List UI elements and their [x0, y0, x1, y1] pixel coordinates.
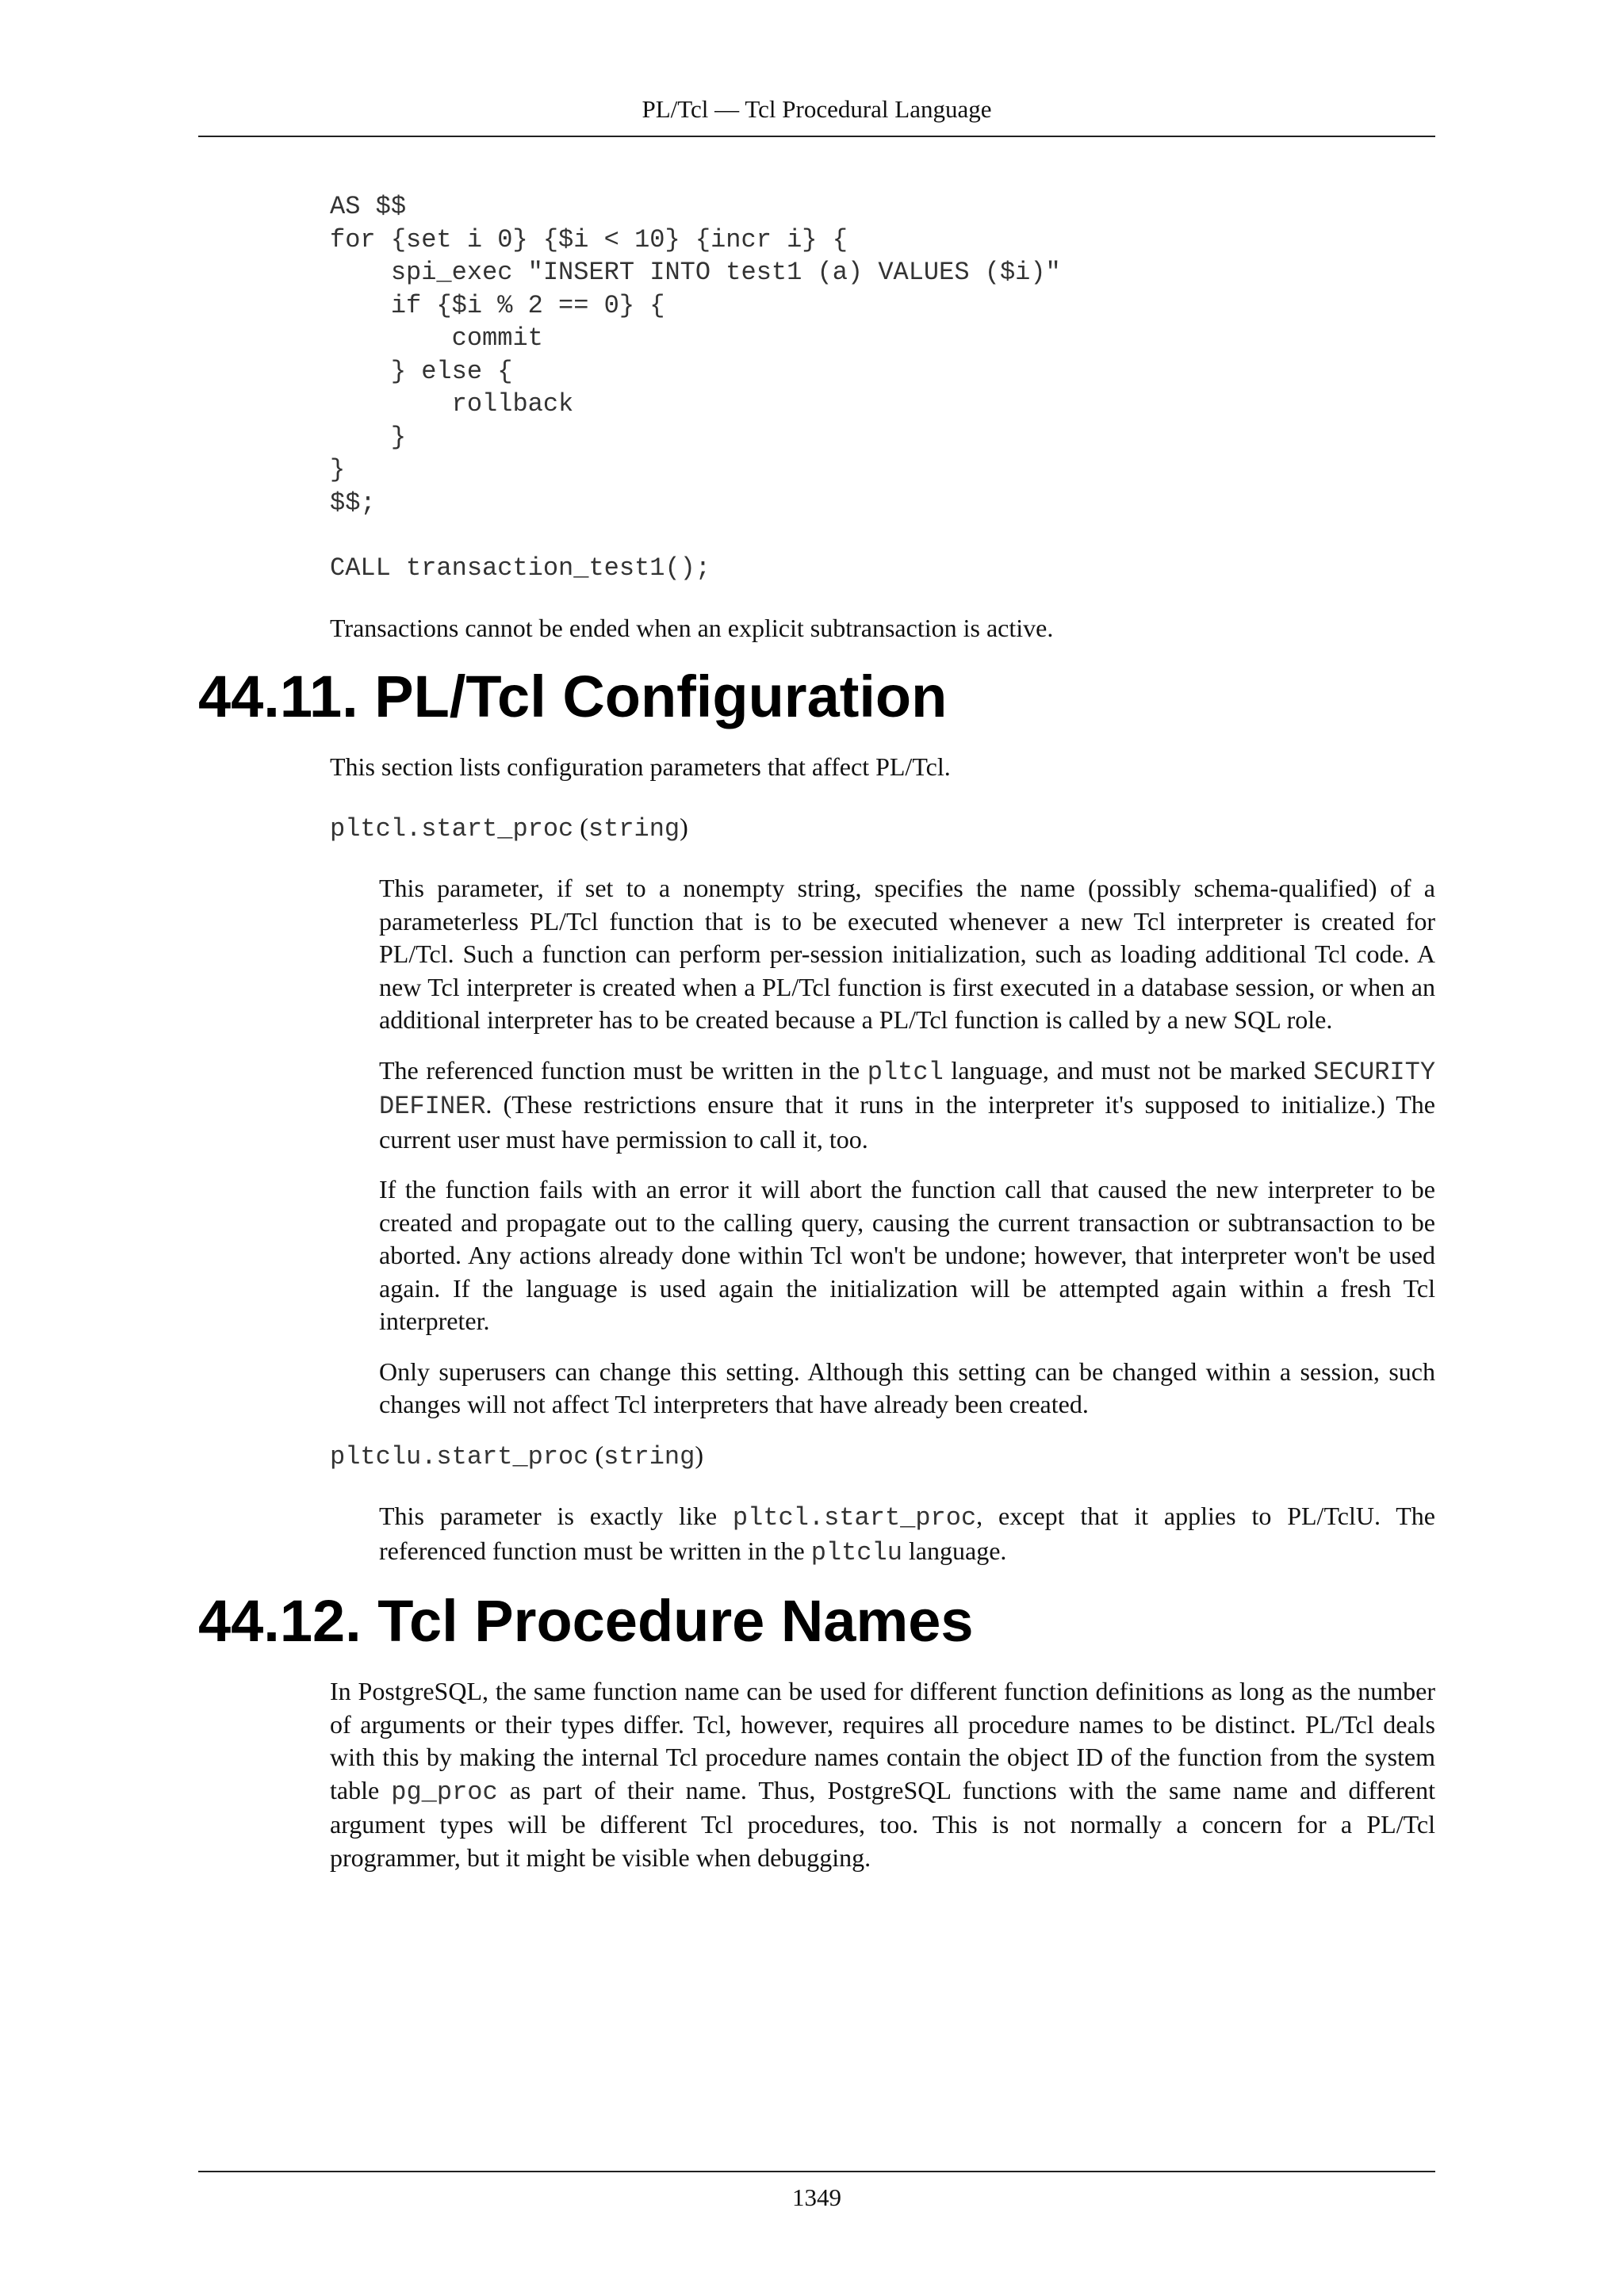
footer-rule — [198, 2171, 1435, 2172]
section-heading-procedure-names: 44.12. Tcl Procedure Names — [198, 1588, 974, 1654]
param-type: string — [588, 813, 680, 844]
param1-paragraph-2 — [379, 1054, 1435, 1157]
page-content — [198, 190, 1435, 1874]
text-run: language, and must not be marked — [943, 1055, 1314, 1085]
param-close-paren: ) — [695, 1440, 703, 1469]
param-term-pltclu-start-proc — [330, 1439, 1435, 1474]
text-run: This parameter is exactly like — [379, 1502, 733, 1530]
param-type: string — [603, 1441, 695, 1471]
header-rule — [198, 136, 1435, 137]
param1-paragraph-1: This parameter, if set to a nonempty string, specifies the name (possibly schema-qualified) of a parameterless PL/Tcl function that is to be executed whenever a new Tcl interpreter is created for PL/Tcl. Such a function can perform per-session initialization, such as loading additional Tcl code. A new Tcl interpreter is created when a PL/Tcl function is first executed in a database session, or when an additional interpreter has to be created because a PL/Tcl function is called by a new SQL role. — [379, 874, 1435, 1034]
procedure-names-paragraph — [330, 1675, 1435, 1874]
param-close-paren: ) — [680, 812, 688, 841]
config-intro: This section lists configuration parameters that affect PL/Tcl. — [330, 752, 951, 781]
section-heading-config: 44.11. PL/Tcl Configuration — [198, 664, 948, 729]
param-name: pltclu.start_proc — [330, 1441, 589, 1471]
code-block-function: AS $$ for {set i 0} {$i < 10} {incr i} { spi_exec "INSERT INTO test1 (a) VALUES ($i)" if {$i % 2 == 0} { commit } else { rollback } } $$; — [330, 192, 1061, 518]
param-term-pltcl-start-proc — [330, 811, 1435, 846]
param-open-paren: ( — [573, 812, 588, 841]
transactions-note: Transactions cannot be ended when an explicit subtransaction is active. — [330, 613, 1054, 642]
text-run: language. — [902, 1536, 1007, 1565]
param-open-paren: ( — [588, 1440, 604, 1469]
code-block-call: CALL transaction_test1(); — [330, 553, 711, 583]
inline-code-pg-proc: pg_proc — [391, 1777, 498, 1807]
text-run: , except that it applies to PL/TclU. The referenced function must be written in the — [379, 1502, 1436, 1565]
param1-paragraph-4: Only superusers can change this setting. Although this setting can be changed within a session, such changes will not affect Tcl interpreters that have already been created. — [379, 1357, 1435, 1418]
page-header: PL/Tcl — Tcl Procedural Language — [642, 95, 992, 123]
text-run: In PostgreSQL, the same function name can be used for different function definitions as long as the number of arguments or their types differ. Tcl, however, requires all procedure names to be distinct. PL/Tcl deals with this by making the internal Tcl procedure names contain the object ID of the function from the system table — [330, 1677, 1435, 1804]
text-run: as part of their name. Thus, PostgreSQL functions with the same name and different argument types will be different Tcl procedures, too. This is not normally a concern for a PL/Tcl programmer, but it might be visible when debugging. — [330, 1775, 1436, 1872]
inline-code-pltcl-start-proc: pltcl.start_proc — [732, 1503, 977, 1533]
text-run: The referenced function must be written in the — [379, 1055, 868, 1085]
param2-paragraph-1 — [379, 1500, 1435, 1569]
inline-code-security-definer: SECURITY DEFINER — [379, 1057, 1436, 1121]
inline-code-pltcl: pltcl — [867, 1057, 944, 1087]
inline-code-pltclu: pltclu — [810, 1537, 902, 1567]
param-name: pltcl.start_proc — [330, 813, 574, 844]
param1-paragraph-3: If the function fails with an error it will abort the function call that caused the new interpreter to be created and propagate out to the calling query, causing the current transaction or subtransaction to be aborted. Any actions already done within Tcl won't be undone; however, that interpreter won't be used again. If the language is used again the initialization will be attempted again within a fresh Tcl interpreter. — [379, 1175, 1435, 1335]
text-run: . (These restrictions ensure that it runs in the interpreter it's supposed to initialize.) The current user must have permission to call it, too. — [379, 1090, 1435, 1154]
page-number: 1349 — [792, 2183, 841, 2211]
